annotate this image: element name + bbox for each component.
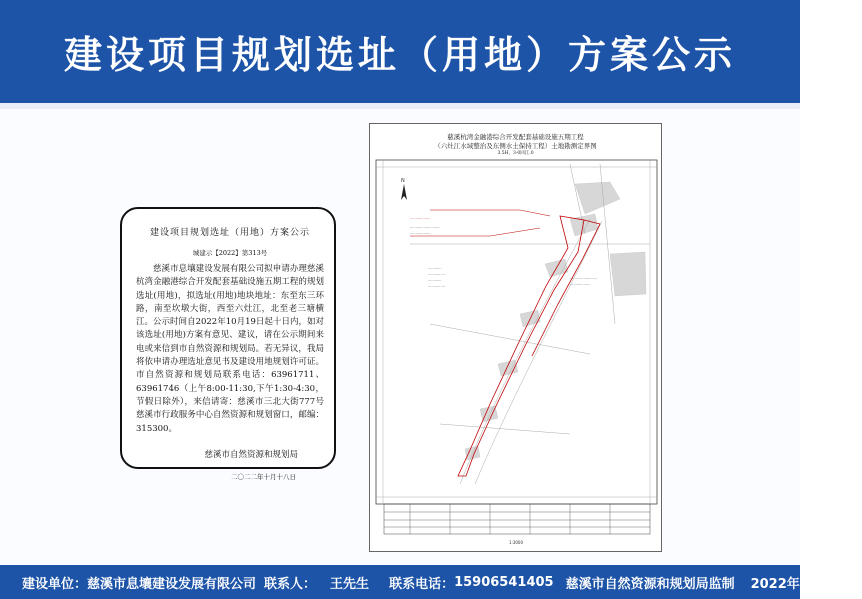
notice-number: 城建示【2022】第313号 — [192, 249, 268, 257]
notice-body: 慈溪市息壤建设发展有限公司拟申请办理慈溪杭湾金融港综合开发配套基础设施五期工程的规划选址(用地)，拟选址(用地)地块地址：东至东三环路，南至坎墩大街，西至六灶江，北至老三塘横江。公示时间自2022年10月19日起十日内，如对该选址(用地)方案有意见、建议，请在公示期间来电或来信到市自然资源和规划局。若无异议，我局将依申请办理选址意见书及建设用地规划许可证。市自然资源和规划局联系电话：63961711、63961746（上午8:00-11:30,下午1:30-4:30，节假日除外），来信请寄：慈溪市三北大街777号慈溪市行政服务中心自然资源和规划窗口，邮编：315300。 — [136, 264, 324, 434]
header-banner — [0, 0, 800, 103]
svg-text:………………: ……………… — [570, 282, 591, 286]
footer-phone-label: 联系电话： — [389, 576, 455, 592]
svg-text:………………: ……………… — [410, 216, 431, 220]
footer-builder-label: 建设单位： — [22, 576, 88, 592]
footer-supervisor: 慈溪市自然资源和规划局监制 — [565, 576, 735, 592]
notice-date: 二〇二二年十月十八日 — [231, 472, 296, 481]
footer-contact-label: 联系人： — [264, 576, 317, 592]
svg-text:…………: ………… — [428, 278, 442, 282]
notice-board — [120, 207, 336, 481]
svg-text:……………: …………… — [428, 284, 445, 288]
drawing-title-line2: （六灶江水域整治及东侧水土保持工程）土地勘测定界图 — [434, 142, 597, 150]
svg-text:………………: ……………… — [410, 231, 431, 235]
survey-drawing — [369, 123, 662, 552]
notice-title: 建设项目规划选址（用地）方案公示 — [149, 228, 310, 238]
svg-text:……………………: …………………… — [570, 276, 598, 280]
svg-text:……………: …………… — [428, 272, 445, 276]
svg-text:…………: ………… — [428, 266, 442, 270]
page-title: 建设项目规划选址（用地）方案公示 — [63, 33, 736, 77]
survey-map — [370, 124, 663, 553]
footer-builder: 慈溪市息壤建设发展有限公司 — [87, 576, 257, 592]
map-annotations — [410, 216, 597, 288]
footer-phone: 15906541405 — [454, 574, 554, 590]
footer-contact: 王先生 — [330, 576, 370, 592]
svg-text:………………………: ……………………… — [410, 225, 441, 229]
background-parcels — [465, 182, 646, 460]
compass-label: N — [401, 178, 405, 184]
footer-bar — [0, 565, 862, 599]
footer-date: 2022年10月18日 — [750, 576, 862, 592]
drawing-scale: 1:3000 — [508, 540, 524, 545]
drawing-title-line1: 慈溪杭湾金融港综合开发配套基础设施五期工程 — [447, 133, 584, 141]
notice-signer: 慈溪市自然资源和规划局 — [204, 449, 298, 460]
drawing-subtitle: 3.5H，3-0回江.0 — [497, 151, 534, 156]
land-boundary — [410, 210, 600, 476]
north-arrow-icon — [401, 178, 407, 200]
legend-table — [384, 504, 650, 534]
